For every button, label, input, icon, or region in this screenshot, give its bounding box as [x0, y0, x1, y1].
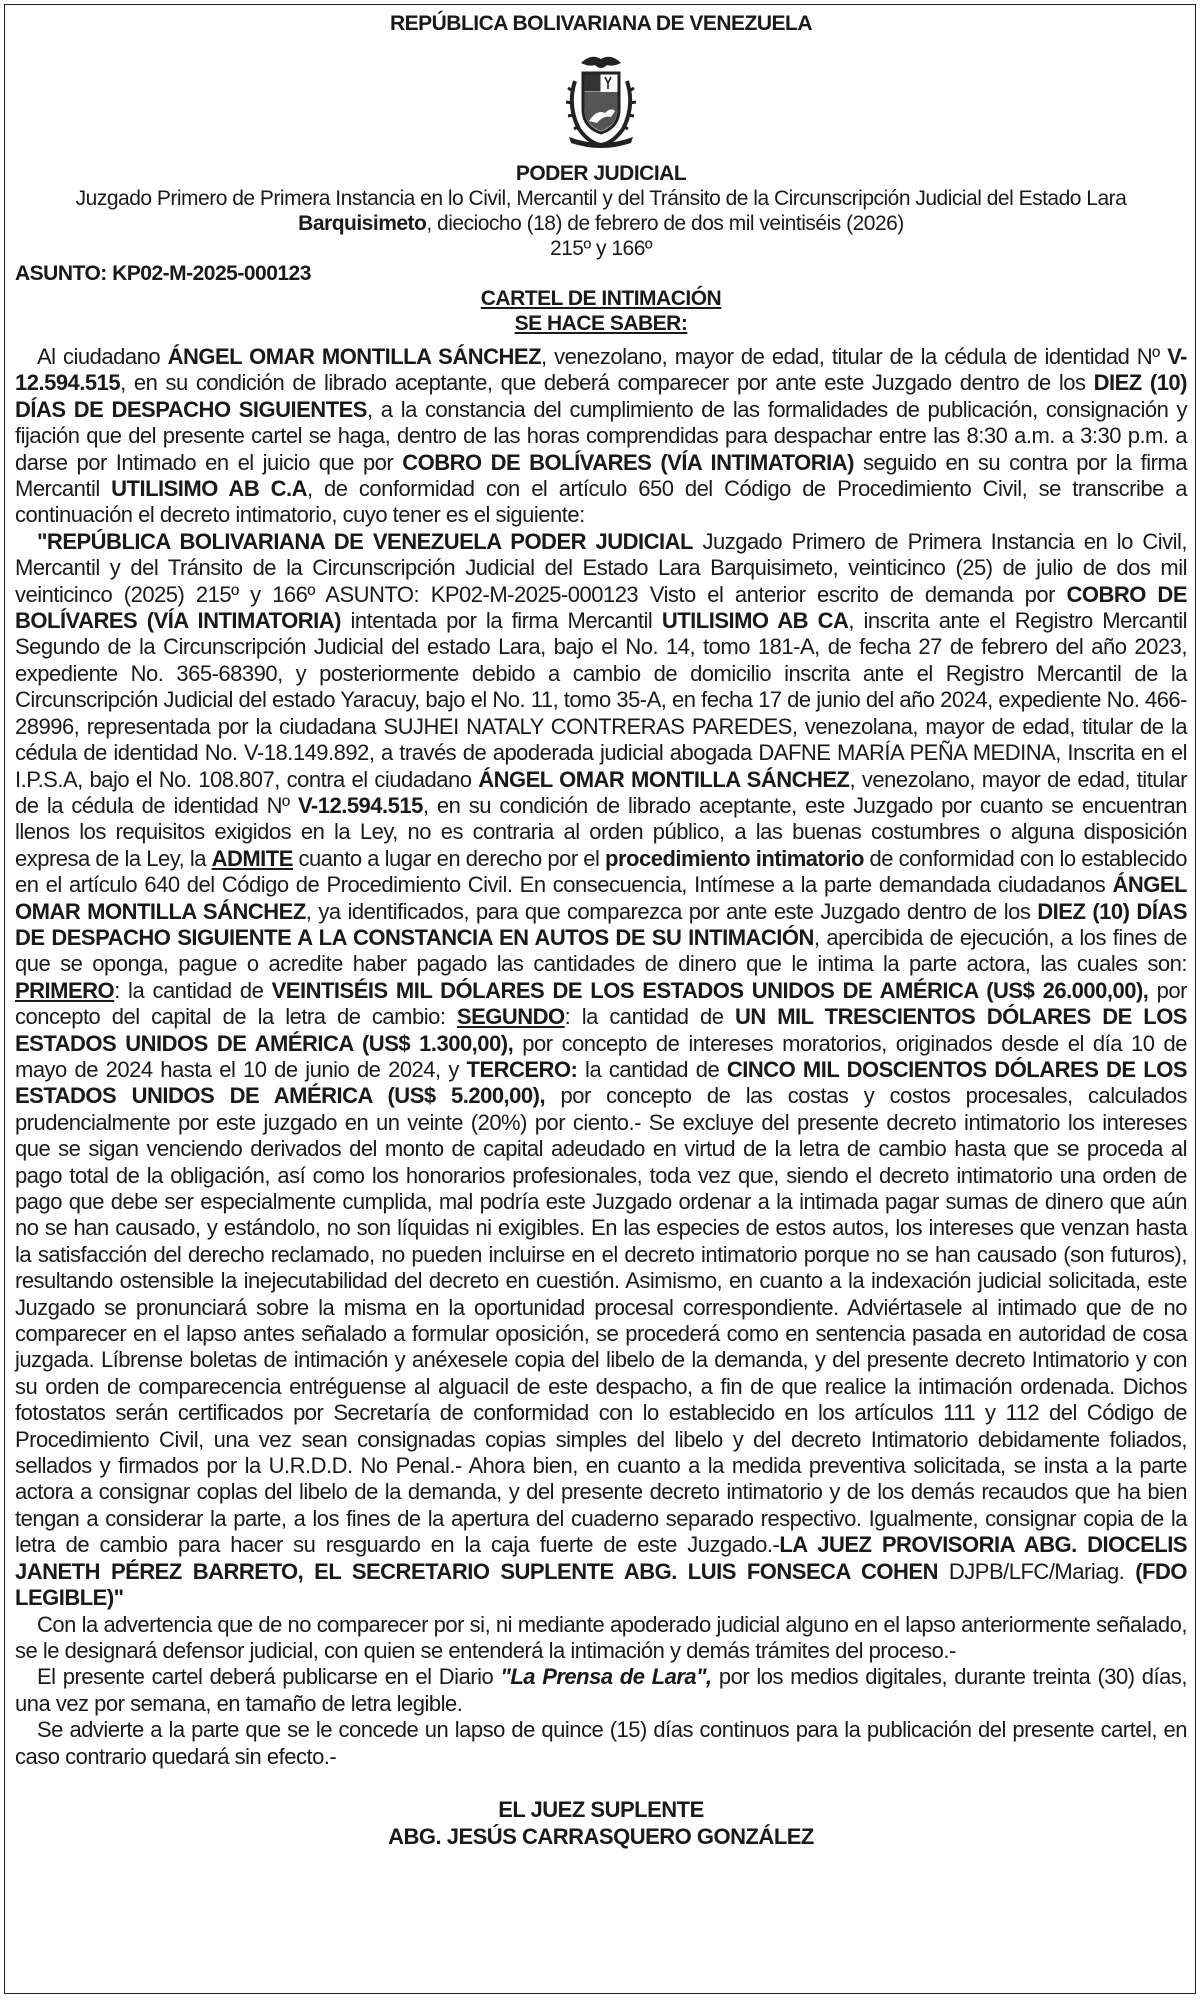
coat-of-arms-icon: [561, 51, 641, 151]
paragraph-deadline: Se advierte a la parte que se le concede un lapso de quince (15) días continuos para la publicación del presente cartel, en caso contrario quedará sin efecto.-: [15, 1717, 1187, 1769]
signature-name: ABG. JESÚS CARRASQUERO GONZÁLEZ: [388, 1823, 814, 1849]
notice-body: [15, 344, 1187, 1770]
signature-block: [15, 1796, 1187, 1850]
date: , dieciocho (18) de febrero de dos mil veintiséis (2026): [426, 212, 904, 235]
city: Barquisimeto: [298, 212, 427, 235]
case-number: ASUNTO: KP02-M-2025-000123: [15, 262, 311, 285]
signature-title: EL JUEZ SUPLENTE: [498, 1796, 704, 1822]
paragraph-intro: Al ciudadano ÁNGEL OMAR MONTILLA SÁNCHEZ, venezolano, mayor de edad, titular de la cédula de identidad Nº V-12.594.515, en su condición de librado aceptante, que deberá comparecer por ante este Juzgado dentro de los DIEZ (10) DÍAS DE DESPACHO SIGUIENTES, a la constancia del cumplimiento de las formalidades de publicación, consignación y fijación que del presente cartel se haga, dentro de las horas comprendidas para despachar entre las 8:30 a.m. a 3:30 p.m. a darse por Intimado en el juicio que por COBRO DE BOLÍVARES (VÍA INTIMATORIA) seguido en su contra por la firma Mercantil UTILISIMO AB C.A, de conformidad con el artículo 650 del Código de Procedimiento Civil, se transcribe a continuación el decreto intimatorio, cuyo tener es el siguiente:: [15, 344, 1188, 528]
branch-heading: PODER JUDICIAL: [515, 162, 687, 185]
court-name: Juzgado Primero de Primera Instancia en lo Civil, Mercantil y del Tránsito de la Circunscripción Judicial del Estado Lara: [75, 187, 1127, 210]
years: 215º y 166º: [549, 237, 653, 260]
paragraph-decree: "REPÚBLICA BOLIVARIANA DE VENEZUELA PODER JUDICIAL Juzgado Primero de Primera Instancia en lo Civil, Mercantil y del Tránsito de la Circunscripción Judicial del Estado Lara Barquisimeto, veinticinco (25) de julio de dos mil veinticinco (2025) 215º y 166º ASUNTO: KP02-M-2025-000123 Visto el anterior escrito de demanda por COBRO DE BOLÍVARES (VÍA INTIMATORIA) intentada por la firma Mercantil UTILISIMO AB CA, inscrita ante el Registro Mercantil Segundo de la Circunscripción Judicial del estado Lara, bajo el No. 14, tomo 181-A, de fecha 27 de febrero del año 2023, expediente No. 365-68390, y posteriormente debido a cambio de domicilio inscrita ante el Registro Mercantil de la Circunscripción Judicial del estado Yaracuy, bajo el No. 11, tomo 35-A, en fecha 17 de junio del año 2024, expediente No. 466-28996, representada por la ciudadana SUJHEI NATALY CONTRERAS PAREDES, venezolana, mayor de edad, titular de la cédula de identidad No. V-18.149.892, a través de apoderada judicial abogada DAFNE MARÍA PEÑA MEDINA, Inscrita en el I.P.S.A, bajo el No. 108.807, contra el ciudadano ÁNGEL OMAR MONTILLA SÁNCHEZ, venezolano, mayor de edad, titular de la cédula de identidad Nº V-12.594.515, en su condición de librado aceptante, este Juzgado por cuanto se encuentran llenos los requisitos exigidos en la Ley, no es contraria al orden público, a las buenas costumbres o alguna disposición expresa de la Ley, la ADMITE cuanto a lugar en derecho por el procedimiento intimatorio de conformidad con lo establecido en el artículo 640 del Código de Procedimiento Civil. En consecuencia, Intímese a la parte demandada ciudadanos ÁNGEL OMAR MONTILLA SÁNCHEZ, ya identificados, para que comparezca por ante este Juzgado dentro de los DIEZ (10) DÍAS DE DESPACHO SIGUIENTE A LA CONSTANCIA EN AUTOS DE SU INTIMACIÓN, apercibida de ejecución, a los fines de que se oponga, pague o acredite haber pagado las cantidades de dinero que le intima la parte actora, las cuales son: PRIMERO: la cantidad de VEINTISÉIS MIL DÓLARES DE LOS ESTADOS UNIDOS DE AMÉRICA (US$ 26.000,00), por concepto del capital de la letra de cambio: SEGUNDO: la cantidad de UN MIL TRESCIENTOS DÓLARES DE LOS ESTADOS UNIDOS DE AMÉRICA (US$ 1.300,00), por concepto de intereses moratorios, originados desde el día 10 de mayo de 2024 hasta el 10 de junio de 2024, y TERCERO: la cantidad de CINCO MIL DOSCIENTOS DÓLARES DE LOS ESTADOS UNIDOS DE AMÉRICA (US$ 5.200,00), por concepto de las costas y costos procesales, calculados prudencialmente por este juzgado en un veinte (20%) por ciento.- Se excluye del presente decreto intimatorio los intereses que se sigan venciendo derivados del monto de capital adeudado en virtud de la letra de cambio hasta que se proceda al pago total de la obligación, así como los honorarios profesionales, toda vez que, siendo el decreto intimatorio una orden de pago que debe ser especialmente cumplida, mal podría este Juzgado ordenar a la intimada pagar sumas de dinero que aún no se han causado, y estándolo, no son líquidas ni exigibles. En las especies de estos autos, los intereses que venzan hasta la satisfacción del derecho reclamado, no pueden incluirse en el decreto intimatorio porque no se han causado (son futuros), resultando ostensible la inejecutabilidad del decreto en cuestión. Asimismo, en cuanto a la indexación judicial solicitada, este Juzgado se pronunciará sobre la misma en la oportunidad procesal correspondiente. Adviértasele al intimado que de no comparecer en el lapso antes señalado a formular oposición, se procederá como en sentencia pasada en autoridad de cosa juzgada. Líbrense boletas de intimación y anéxesele copia del libelo de la demanda, y del presente decreto Intimatorio y con su orden de comparecencia entréguense al alguacil de este despacho, a fin de que realice la intimación ordenada. Dichos fotostatos serán certificados por Secretaría de conformidad con lo establecido en los artículos 111 y 112 del Código de Procedimiento Civil, una vez sean consignadas copias simples del libelo y del decreto Intimatorio debidamente foliados, sellados y firmados por la U.R.D.D. No Penal.- Ahora bien, en cuanto a la medida preventiva solicitada, se insta a la parte actora a consignar coplas del libelo de la demanda, y del presente decreto intimatorio y de los demás recaudos que ha bien tengan a considerar la parte, a los fines de la apertura del cuaderno separado respectivo. Igualmente, consignar copia de la letra de cambio para hacer su resguardo en la caja fuerte de este Juzgado.-LA JUEZ PROVISORIA ABG. DIOCELIS JANETH PÉREZ BARRETO, EL SECRETARIO SUPLENTE ABG. LUIS FONSECA COHEN DJPB/LFC/Mariag. (FDO LEGIBLE)": [15, 528, 1187, 1611]
court-notice: [4, 4, 1196, 1994]
place-date: [15, 211, 1187, 236]
paragraph-publication: El presente cartel deberá publicarse en el Diario "La Prensa de Lara", por los medios digitales, durante treinta (30) días, una vez por semana, en tamaño de letra legible.: [15, 1664, 1187, 1716]
cartel-title: CARTEL DE INTIMACIÓN: [480, 287, 722, 310]
paragraph-warning: Con la advertencia que de no comparecer por si, ni mediante apoderado judicial alguno en el lapso anteriormente señalado, se le designará defensor judicial, con quien se entenderá la intimación y demás trámites del proceso.-: [15, 1611, 1187, 1663]
hace-saber: SE HACE SABER:: [514, 312, 688, 335]
country-heading: REPÚBLICA BOLIVARIANA DE VENEZUELA: [389, 12, 813, 35]
